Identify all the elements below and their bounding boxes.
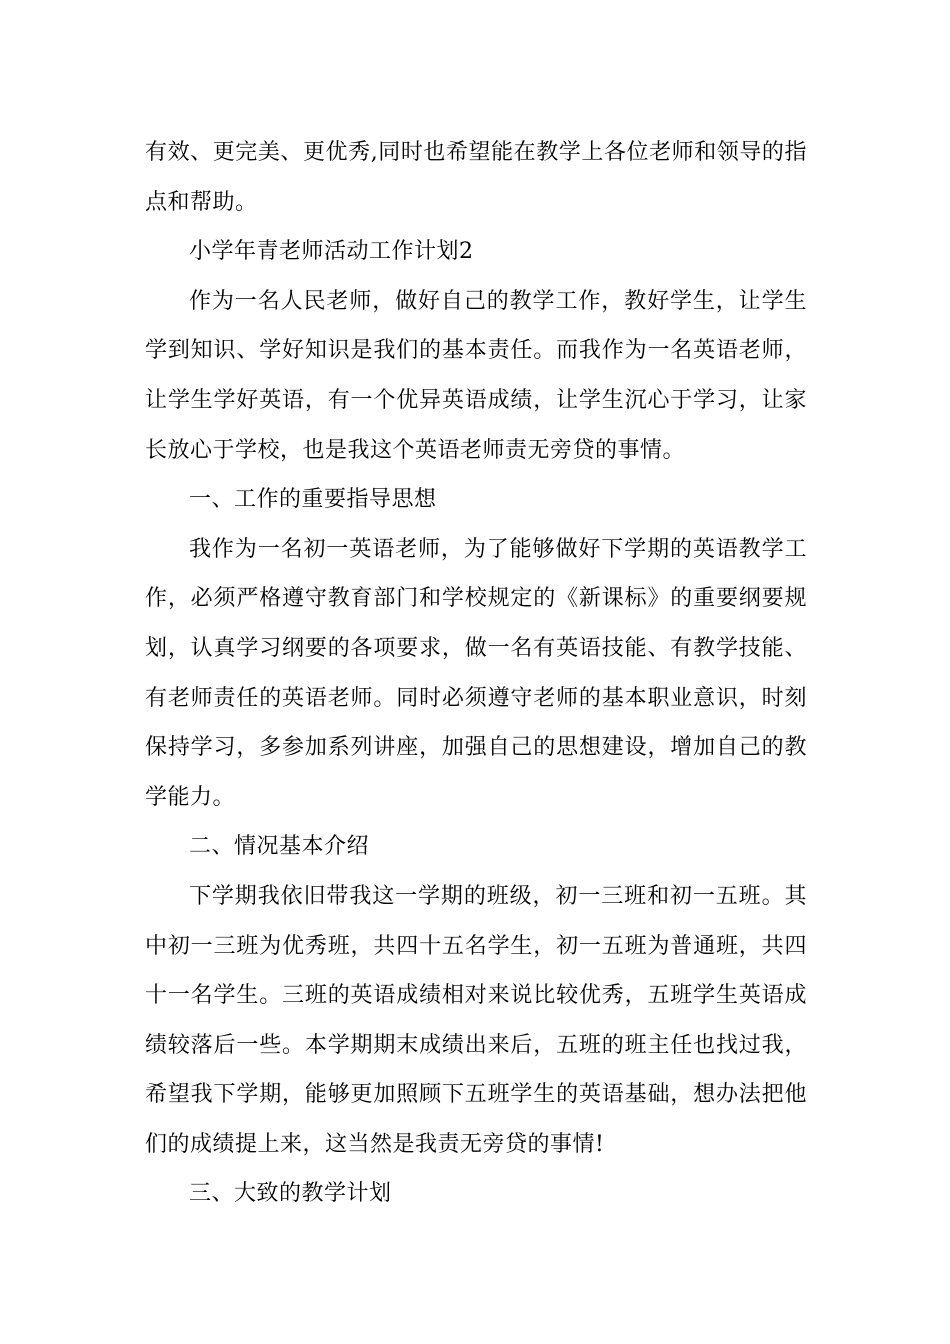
heading-teaching-plan: 三、大致的教学计划	[189, 1181, 392, 1207]
heading-situation: 二、情况基本介绍	[189, 834, 370, 860]
paragraph-intro: 作为一名人民老师，做好自己的教学工作，教好学生，让学生学到知识、学好知识是我们的基本责任。而我作为一名英语老师，让学生学好英语，有一个优异英语成绩，让学生沉心于学习，让家长放心于学校，也是我这个英语老师责无旁贷的事情。	[145, 288, 807, 463]
heading-guiding-thought: 一、工作的重要指导思想	[189, 487, 437, 513]
paragraph-guiding-thought: 我作为一名初一英语老师，为了能够做好下学期的英语教学工作，必须严格遵守教育部门和学校规定的《新课标》的重要纲要规划，认真学习纲要的各项要求，做一名有英语技能、有教学技能、有老师责任的英语老师。同时必须遵守老师的基本职业意识，时刻保持学习，多参加系列讲座，加强自己的思想建设，增加自己的教学能力。	[145, 536, 807, 810]
paragraph-situation: 下学期我依旧带我这一学期的班级，初一三班和初一五班。其中初一三班为优秀班，共四十五名学生，初一五班为普通班，共四十一名学生。三班的英语成绩相对来说比较优秀，五班学生英语成绩较落后一些。本学期期末成绩出来后，五班的班主任也找过我，希望我下学期，能够更加照顾下五班学生的英语基础，想办法把他们的成绩提上来，这当然是我责无旁贷的事情!	[145, 883, 807, 1157]
document-body	[145, 128, 807, 1219]
paragraph-continued: 有效、更完美、更优秀,同时也希望能在教学上各位老师和领导的指点和帮助。	[145, 140, 807, 215]
section-title: 小学年青老师活动工作计划2	[189, 239, 474, 265]
